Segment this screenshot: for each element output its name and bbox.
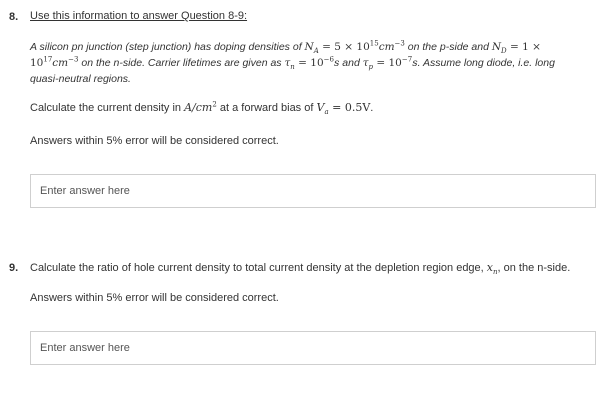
desc-text-2: on the p-side and — [404, 41, 492, 53]
desc-text-3: on the n-side. Carrier lifetimes are given as — [78, 57, 285, 69]
desc-text-1: A silicon pn junction (step junction) has doping densities of — [30, 41, 305, 53]
question-9-number: 9. — [9, 262, 19, 274]
question-9-answer-box — [30, 331, 596, 365]
question-9-calc: Calculate the ratio of hole current density to total current density at the depletion region edge, $x_n$, on the n-side. — [30, 261, 571, 277]
desc-text-6: quasi-neutral regions. — [30, 73, 131, 85]
question-8-heading: Use this information to answer Question 8-9: — [30, 10, 248, 22]
question-9-answer-input[interactable] — [31, 332, 595, 364]
math-nd: $N_D = 1$ × — [491, 41, 541, 56]
question-9-tolerance: Answers within 5% error will be considered correct. — [30, 292, 279, 304]
question-8-answer-input[interactable] — [31, 175, 595, 207]
math-xn: $x_n$ — [486, 261, 498, 277]
math-taun: $\tau_n = 10^{-6}s$ — [284, 55, 340, 72]
question-8-answer-box — [30, 174, 596, 208]
question-8 — [30, 10, 600, 22]
math-taup: $\tau_p = 10^{-7}s$ — [362, 55, 418, 72]
math-na: $N_A = 5 \times 10^{15}cm^{-3}$ — [304, 39, 405, 56]
math-va: $V_a = 0.5V$ — [316, 101, 371, 117]
desc-text-5: . Assume long diode, i.e. long — [417, 57, 555, 69]
desc-text-4: and — [339, 57, 363, 69]
question-8-number: 8. — [9, 11, 19, 23]
question-8-tolerance: Answers within 5% error will be considered correct. — [30, 135, 279, 147]
math-nd-value: $10^{17}cm^{-3}$ — [30, 55, 79, 69]
question-8-calc: Calculate the current density in $A/cm^2$ at a forward bias of $V_a = 0.5V$. — [30, 100, 374, 117]
question-8-description — [30, 39, 600, 87]
math-unit: $A/cm^2$ — [184, 100, 217, 114]
